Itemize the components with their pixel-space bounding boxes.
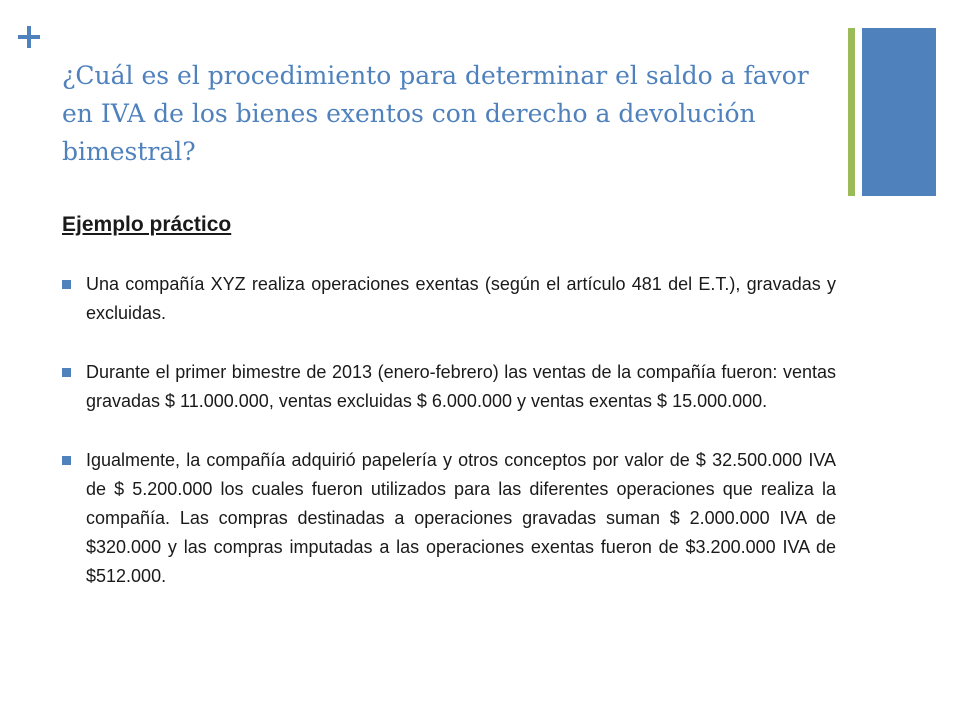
accent-bar-blue <box>862 28 936 196</box>
plus-icon <box>18 26 40 48</box>
square-bullet-icon <box>62 280 71 289</box>
bullet-item <box>62 270 836 328</box>
bullet-item <box>62 358 836 416</box>
bullet-text: Igualmente, la compañía adquirió papelería y otros conceptos por valor de $ 32.500.000 IVA de $ 5.200.000 los cuales fueron utilizados para las diferentes operaciones que realiza la compañía. Las compras destinadas a operaciones gravadas suman $ 2.000.000 IVA de $320.000 y las compras imputadas a las operaciones exentas fueron de $3.200.000 IVA de $512.000. <box>86 450 836 586</box>
bullet-list <box>62 270 836 621</box>
bullet-text: Una compañía XYZ realiza operaciones exentas (según el artículo 481 del E.T.), gravadas y excluidas. <box>86 274 836 323</box>
section-heading: Ejemplo práctico <box>62 213 232 236</box>
slide-title: ¿Cuál es el procedimiento para determinar el saldo a favor en IVA de los bienes exentos con derecho a devolución bimestral? <box>62 61 809 166</box>
bullet-text: Durante el primer bimestre de 2013 (enero-febrero) las ventas de la compañía fueron: ventas gravadas $ 11.000.000, ventas excluidas $ 6.000.000 y ventas exentas $ 15.000.000. <box>86 362 836 411</box>
square-bullet-icon <box>62 456 71 465</box>
accent-bar-green <box>848 28 855 196</box>
square-bullet-icon <box>62 368 71 377</box>
bullet-item <box>62 446 836 591</box>
